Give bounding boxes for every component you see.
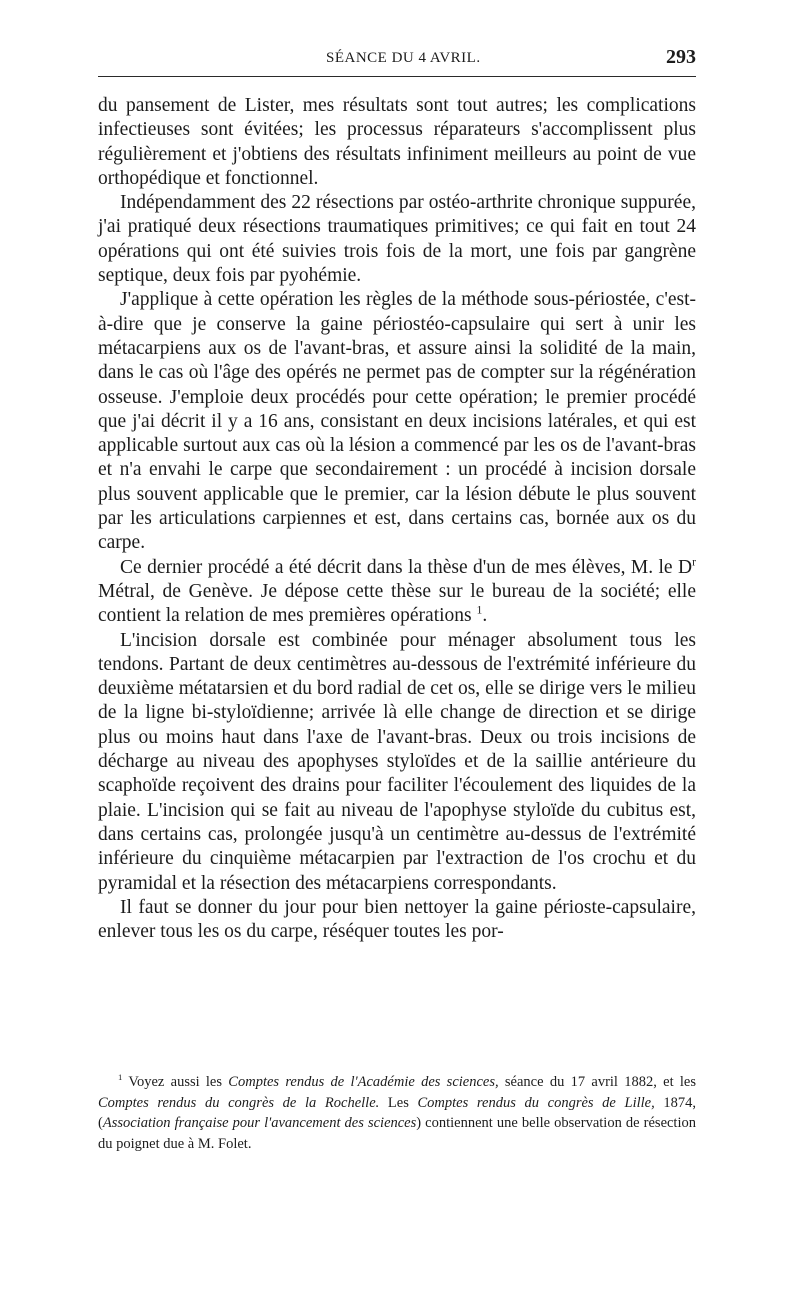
- footnote-text: séance du 17 avril 1882, et les: [498, 1074, 696, 1090]
- footnote-reference: 1: [476, 603, 483, 617]
- paragraph: J'applique à cette opération les règles de la méthode sous-périostée, c'est-à-dire que je conserve la gaine périostéo-capsulaire qui sert à unir les métacarpiens aux os de l'avant-bras, et assure ainsi la solidité de la main, dans le cas où l'âge des opérés ne permet pas de compter sur la régénération osseuse. J'emploie deux procédés pour cette opération; le premier procédé que j'ai décrit il y a 16 ans, consistant en deux incisions latérales, et qui est applicable surtout aux cas où la lésion a commencé par les os de l'avant-bras et n'a envahi le carpe que secondairement : un procédé à incision dorsale plus souvent applicable que le premier, car la lésion débute le plus souvent par les articulations carpiennes et est, dans certains cas, bornée aux os du carpe.: [98, 289, 696, 554]
- paragraph: L'incision dorsale est combinée pour ménager absolument tous les tendons. Partant de deux centimètres au-dessous de l'extrémité inférieure du deuxième métatarsien et du bord radial de cet os, elle se dirige vers le milieu de la ligne bi-styloïdienne; arrivée là elle change de direction et se dirige plus ou moins haut dans l'axe de l'avant-bras. Deux ou trois incisions de décharge au niveau des apophyses styloïdes et de la saillie antérieure du scaphoïde reçoivent des drains pour faciliter l'écoulement des liquides de la plaie. L'incision qui se fait au niveau de l'apophyse styloïde du cubitus est, dans certains cas, prolongée jusqu'à un centimètre au-dessus de l'extrémité inférieure du cinquième métacarpien par l'extraction de l'os crochu et du pyramidal et la résection des métacarpiens correspondants.: [98, 629, 696, 894]
- paragraph-text: Métral, de Genève. Je dépose cette thèse sur le bureau de la société; elle contient la relation de mes premières opérations: [98, 580, 696, 627]
- main-text: [98, 94, 696, 944]
- paragraph: [98, 556, 696, 629]
- title-abbreviation-superscript: r: [692, 555, 696, 569]
- page-number: 293: [666, 46, 696, 68]
- running-title: SÉANCE DU 4 AVRIL.: [326, 50, 481, 66]
- footnote-citation: Comptes rendus du congrès de Lille,: [417, 1094, 655, 1111]
- footnote-citation: Comptes rendus de l'Académie des sciences,: [228, 1074, 499, 1090]
- running-header: [98, 44, 696, 77]
- paragraph-text: Ce dernier procédé a été décrit dans la thèse d'un de mes élèves, M. le D: [120, 556, 693, 578]
- paragraph: du pansement de Lister, mes résultats sont tout autres; les complications infectieuses sont évitées; les processus réparateurs s'accomplissent plus régulièrement et j'obtiens des résultats infiniment meilleurs au point de vue orthopédique et fonctionnel.: [98, 95, 696, 189]
- footnote-text: ) contiennent une belle observation de résection du poignet due à M. Folet.: [98, 1115, 696, 1152]
- footnote-text: 1874, (: [98, 1094, 697, 1131]
- paragraph: Il faut se donner du jour pour bien nettoyer la gaine périoste-capsulaire, enlever tous les os du carpe, réséquer toutes les por-: [98, 896, 696, 943]
- footnote: [98, 1072, 696, 1154]
- footnote-citation: Comptes rendus du congrès de la Rochelle.: [98, 1094, 380, 1111]
- footnote-text: Voyez aussi les: [128, 1074, 229, 1090]
- footnote-text: Les: [379, 1094, 418, 1111]
- footnote-marker: 1: [118, 1072, 123, 1083]
- footnotes: [98, 1072, 696, 1154]
- paragraph: Indépendamment des 22 résections par ostéo-arthrite chronique suppurée, j'ai pratiqué deux résections traumatiques primitives; ce qui fait en tout 24 opérations qui ont été suivies trois fois de la mort, une fois par gangrène septique, deux fois par pyohémie.: [98, 192, 696, 287]
- paragraph-text: .: [482, 605, 488, 627]
- footnote-citation: Association française pour l'avancement des sciences: [102, 1115, 417, 1131]
